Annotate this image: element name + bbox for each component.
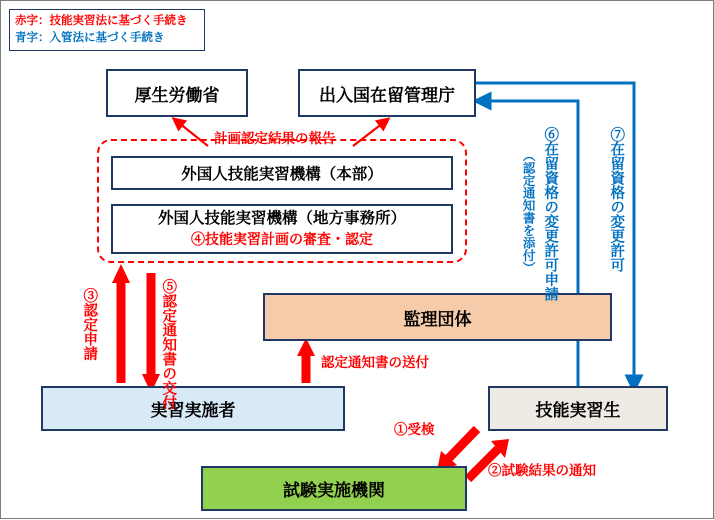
- legend-red-text: 赤字：技能実習法に基づく手続き: [15, 15, 188, 27]
- box-implementing-organization: 実習実施者: [41, 386, 345, 431]
- box-isa: 出入国在留管理庁: [298, 69, 476, 117]
- box-technical-intern-trainee: 技能実習生: [488, 386, 668, 431]
- box-supervising-organization: 監理団体: [263, 293, 612, 341]
- arrow-nintei-tsuchi: [142, 273, 160, 393]
- label-nintei-tsuchi: ⑤認定通知書の交付: [160, 279, 177, 410]
- arrow-nintei-shinsei: [112, 264, 130, 383]
- arrow-notice-delivery: [297, 338, 315, 383]
- box-examination-organization: 試験実施機関: [201, 466, 467, 511]
- label-exam-result: ②試験結果の通知: [488, 463, 596, 478]
- label-zairyu-henko-shinsei: ⑥在留資格の変更許可申請: [542, 127, 559, 301]
- box-otit-headquarters: 外国人技能実習機構（本部）: [111, 156, 453, 190]
- legend-blue-text: 青字：入管法に基づく手続き: [15, 32, 165, 44]
- box-otit-local-office: [111, 204, 453, 254]
- label-report-result: 計画認定結果の報告: [214, 131, 336, 146]
- label-notice-delivery: 認定通知書の送付: [321, 355, 429, 370]
- legend-box: [9, 9, 205, 51]
- arrow-juken: [437, 429, 477, 471]
- box-mhlw: 厚生労働省: [106, 69, 248, 117]
- label-zairyu-henko-shinsei-note: （認定通知書を添付）: [521, 149, 536, 274]
- otit-local-title: 外国人技能実習機構（地方事務所）: [157, 210, 406, 227]
- label-zairyu-henko-kyoka: ⑦在留資格の変更許可: [608, 127, 625, 272]
- label-juken: ①受検: [394, 422, 435, 437]
- otit-local-task: ④技能実習計画の審査・認定: [191, 231, 373, 247]
- label-nintei-shinsei: ③認定申請: [81, 288, 98, 361]
